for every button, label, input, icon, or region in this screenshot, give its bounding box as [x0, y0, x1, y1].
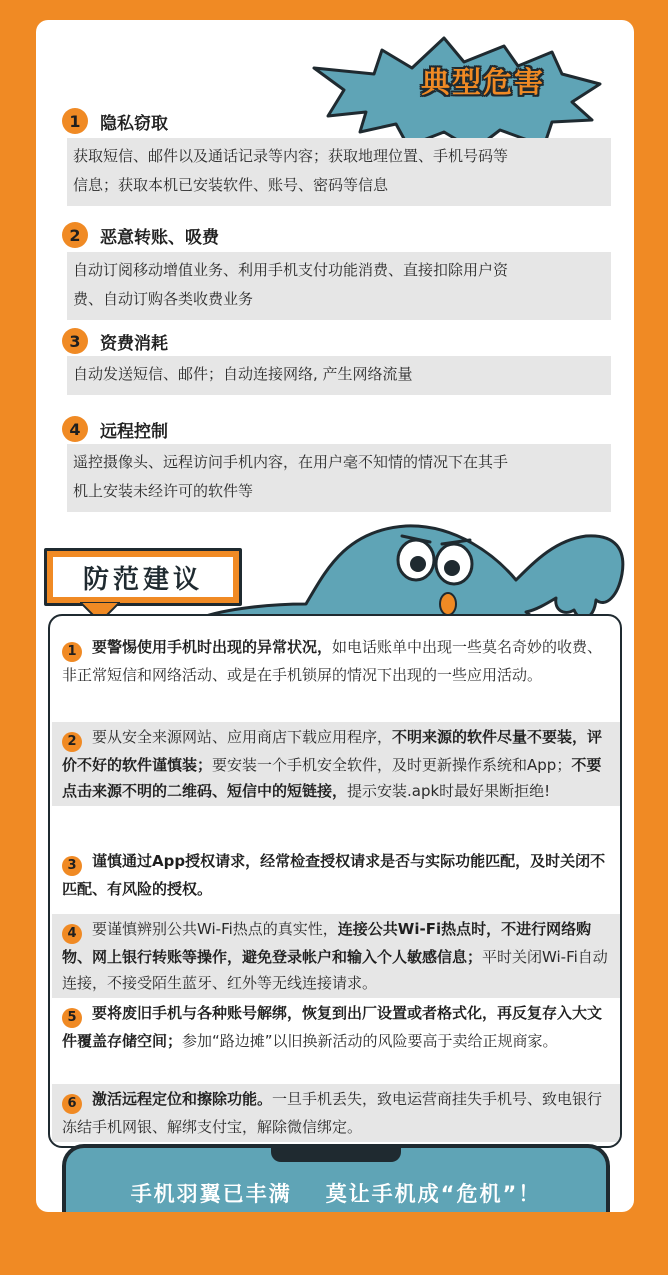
- tip-text: 一旦手机丢失，致电运营商挂失手机号、致电银行冻结手机网银、解绑支付宝，解除微信绑定。: [62, 1090, 603, 1136]
- prevention-panel: [48, 614, 622, 1148]
- hazard-description: [67, 138, 611, 206]
- tip-item: [52, 722, 620, 806]
- tip-bold-text: 要警惕使用手机时出现的异常状况，: [92, 638, 333, 656]
- hazard-title: 远程控制: [100, 421, 168, 442]
- number-badge: 1: [62, 642, 82, 662]
- hazard-line: 遥控摄像头、远程访问手机内容，在用户毫不知情的情况下在其手: [73, 453, 509, 471]
- number-badge: 3: [62, 328, 88, 354]
- slogan-right: 莫让手机成“危机”！: [325, 1182, 542, 1206]
- slogan: [66, 1178, 606, 1208]
- tip-bold-text: 不要点击来源不明的二维码、短信中的短链接，: [62, 756, 602, 800]
- number-badge: 6: [62, 1094, 82, 1114]
- tip-item: [52, 634, 620, 688]
- number-badge: 2: [62, 732, 82, 752]
- tip-bold-text: 谨慎通过App授权请求，经常检查授权请求是否与实际功能匹配，及时关闭不匹配、有风险的授权。: [62, 852, 606, 898]
- number-badge: 4: [62, 416, 88, 442]
- tip-bold-text: 不明来源的软件尽量不要装，评价不好的软件谨慎装；: [62, 728, 603, 774]
- hazard-line: 信息；获取本机已安装软件、账号、密码等信息: [73, 176, 389, 194]
- hazard-heading: [62, 108, 168, 134]
- tip-bold-text: 连接公共Wi-Fi热点时，不进行网络购物、网上银行转账等操作，避免登录帐户和输入个人敏感信息；: [62, 920, 592, 966]
- hazard-line: 费、自动订购各类收费业务: [73, 290, 254, 308]
- hazard-description: [67, 252, 611, 320]
- tip-text: 要安装一个手机安全软件，及时更新操作系统和App；: [212, 756, 572, 774]
- tip-text: 如电话账单中出现一些莫名奇妙的收费、非正常短信和网络活动、或是在手机锁屏的情况下出现的一些应用活动。: [62, 638, 603, 684]
- hazard-line: 自动发送短信、邮件；自动连接网络, 产生网络流量: [73, 365, 413, 383]
- prevention-tag: [44, 548, 242, 606]
- tip-bold-text: 要将废旧手机与各种账号解绑，恢复到出厂设置或者格式化，再反复存入大文件覆盖存储空间；: [62, 1004, 603, 1050]
- tip-text: 要从安全来源网站、应用商店下载应用程序，: [92, 728, 393, 746]
- tip-text: 提示安装.apk时最好果断拒绝!: [347, 782, 551, 800]
- tip-text: 参加“路边摊”以旧换新活动的风险要高于卖给正规商家。: [182, 1032, 558, 1050]
- slogan-left: 手机羽翼已丰满: [130, 1182, 292, 1206]
- tip-bold-text: 激活远程定位和擦除功能。: [92, 1090, 273, 1108]
- hazard-line: 机上安装未经许可的软件等: [73, 482, 254, 500]
- hazard-title: 恶意转账、吸费: [100, 227, 219, 248]
- tip-item: [52, 848, 620, 902]
- phone-frame: [62, 1144, 610, 1212]
- hazard-heading: [62, 222, 219, 248]
- banner-title: 典型危害: [420, 64, 545, 99]
- number-badge: 4: [62, 924, 82, 944]
- hazard-title: 资费消耗: [100, 333, 168, 354]
- tip-text: 要谨慎辨别公共Wi-Fi热点的真实性，: [92, 920, 338, 938]
- number-badge: 3: [62, 856, 82, 876]
- hazard-description: [67, 356, 611, 395]
- hazard-heading: [62, 328, 168, 354]
- phone-notch: [271, 1144, 401, 1162]
- tip-item: [52, 1000, 620, 1054]
- number-badge: 1: [62, 108, 88, 134]
- hazard-line: 自动订阅移动增值业务、利用手机支付功能消费、直接扣除用户资: [73, 261, 509, 279]
- number-badge: 5: [62, 1008, 82, 1028]
- tip-text: 平时关闭Wi-Fi自动连接，不接受陌生蓝牙、红外等无线连接请求。: [62, 948, 608, 992]
- number-badge: 2: [62, 222, 88, 248]
- prevention-tag-label: 防范建议: [53, 557, 233, 597]
- tip-item: [52, 1084, 620, 1142]
- tip-item: [52, 914, 620, 998]
- poster-card: [36, 20, 634, 1212]
- hazard-heading: [62, 416, 168, 442]
- hazard-line: 获取短信、邮件以及通话记录等内容；获取地理位置、手机号码等: [73, 147, 509, 165]
- hazard-title: 隐私窃取: [100, 113, 168, 134]
